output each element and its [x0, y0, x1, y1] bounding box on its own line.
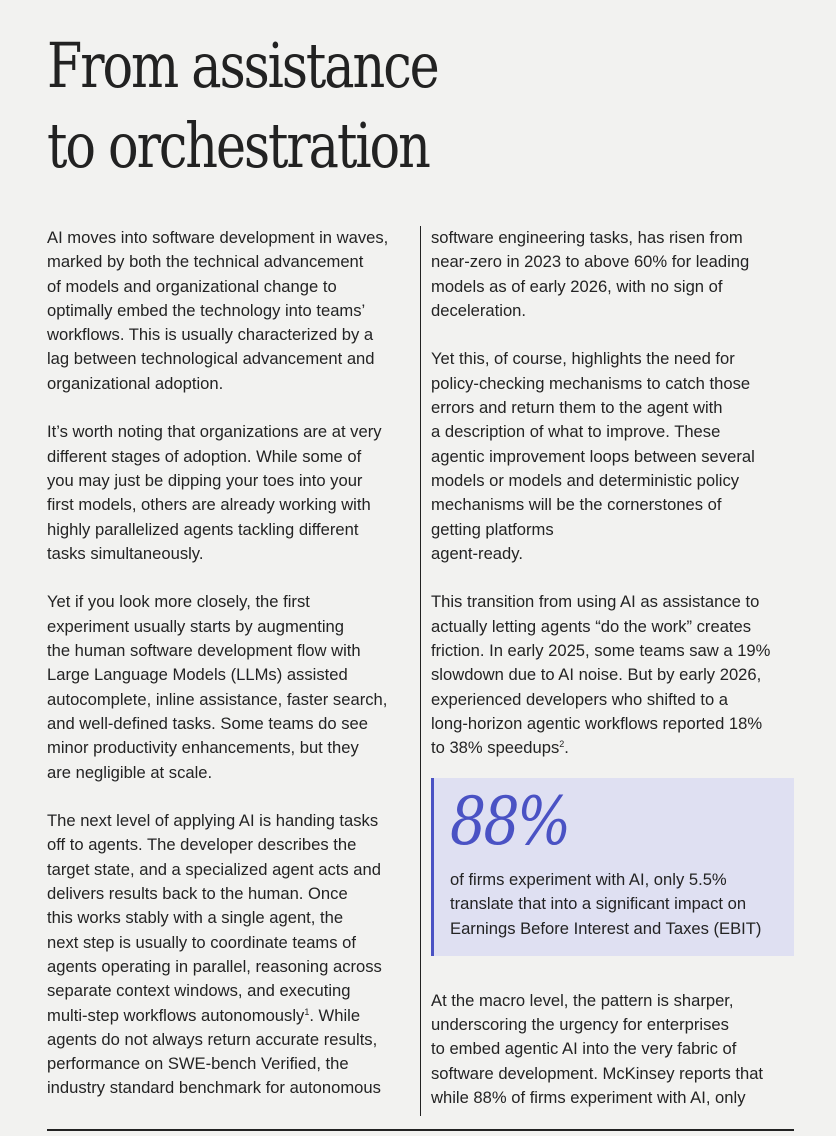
text-line: deceleration. [431, 300, 527, 320]
text-line: and well-defined tasks. Some teams do see [47, 713, 368, 733]
paragraph-policy-checking [431, 347, 797, 566]
text-line: you may just be dipping your toes into your [47, 470, 363, 490]
text-fragment: to 38% speedups [431, 738, 560, 758]
paragraph-swe-bench [431, 226, 797, 323]
text-line: next step is usually to coordinate teams of [47, 932, 356, 952]
text-fragment: multi-step workflows autonomously [47, 1005, 305, 1025]
column-divider [420, 226, 421, 1116]
text-line: models or models and deterministic policy [431, 470, 740, 490]
text-line: while 88% of firms experiment with AI, only [431, 1088, 746, 1108]
text-line: autocomplete, inline assistance, faster search, [47, 689, 388, 709]
text-line: long-horizon agentic workflows reported 18% [431, 713, 763, 733]
text-line: underscoring the urgency for enterprises [431, 1015, 729, 1035]
text-line: workflows. This is usually characterized by a [47, 325, 374, 345]
callout-description [450, 868, 795, 941]
text-line: Yet this, of course, highlights the need for [431, 349, 735, 369]
text-line: a description of what to improve. These [431, 422, 721, 442]
page-title [47, 26, 438, 186]
text-line: agentic improvement loops between several [431, 446, 755, 466]
left-column [47, 226, 413, 1125]
text-line: organizational adoption. [47, 373, 224, 393]
text-line: first models, others are already working with [47, 495, 371, 515]
bottom-rule [47, 1129, 794, 1131]
title-line-2: to orchestration [47, 109, 429, 182]
text-fragment: . While [309, 1005, 361, 1025]
paragraph-first-experiment [47, 590, 413, 784]
paragraph-intro [47, 226, 413, 396]
stat-callout [431, 778, 794, 956]
text-line-with-footnote [431, 736, 797, 760]
text-line: Earnings Before Interest and Taxes (EBIT) [450, 918, 762, 938]
text-line: of models and organizational change to [47, 276, 337, 296]
text-line: marked by both the technical advancement [47, 252, 364, 272]
text-line: mechanisms will be the cornerstones of [431, 495, 722, 515]
text-line: separate context windows, and executing [47, 981, 351, 1001]
text-line: software engineering tasks, has risen from [431, 228, 743, 247]
text-line-with-footnote [47, 1004, 413, 1028]
callout-stat-value: 88% [450, 783, 569, 860]
text-line: policy-checking mechanisms to catch those [431, 373, 751, 393]
text-line: near-zero in 2023 to above 60% for leading [431, 252, 750, 272]
text-line: tasks simultaneously. [47, 543, 204, 563]
title-line-1: From assistance [47, 29, 438, 102]
text-line: actually letting agents “do the work” creates [431, 616, 752, 636]
text-line: lag between technological advancement and [47, 349, 375, 369]
text-line: errors and return them to the agent with [431, 398, 723, 418]
text-line: target state, and a specialized agent acts and [47, 859, 381, 879]
text-line: AI moves into software development in waves, [47, 228, 389, 247]
text-line: slowdown due to AI noise. But by early 2026, [431, 665, 762, 685]
text-line: friction. In early 2025, some teams saw a 19% [431, 641, 771, 661]
text-line: models as of early 2026, with no sign of [431, 276, 723, 296]
text-line: highly parallelized agents tackling different [47, 519, 359, 539]
text-line: different stages of adoption. While some of [47, 446, 362, 466]
footnote-marker-1[interactable]: 1 [304, 1006, 310, 1017]
paragraph-macro-level [431, 989, 797, 1110]
text-fragment: . [564, 738, 569, 758]
text-line: Large Language Models (LLMs) assisted [47, 665, 348, 685]
paragraph-transition-friction [431, 590, 797, 760]
text-line: Yet if you look more closely, the first [47, 592, 310, 612]
text-line: translate that into a significant impact on [450, 894, 747, 914]
text-line: are negligible at scale. [47, 762, 213, 782]
text-line: software development. McKinsey reports that [431, 1063, 764, 1083]
text-line: agents operating in parallel, reasoning across [47, 956, 382, 976]
text-line: agents do not always return accurate results, [47, 1029, 378, 1049]
text-line: getting platforms [431, 519, 554, 539]
text-line: agent-ready. [431, 543, 523, 563]
text-line: At the macro level, the pattern is sharper, [431, 990, 734, 1010]
text-line: optimally embed the technology into teams’ [47, 300, 366, 320]
text-line: This transition from using AI as assistance to [431, 592, 760, 612]
text-line: to embed agentic AI into the very fabric of [431, 1039, 737, 1059]
text-line: the human software development flow with [47, 641, 361, 661]
paragraph-next-level [47, 809, 413, 1101]
text-line: The next level of applying AI is handing tasks [47, 811, 379, 831]
text-line: It’s worth noting that organizations are at very [47, 422, 382, 442]
text-line: delivers results back to the human. Once [47, 884, 348, 904]
text-line: this works stably with a single agent, the [47, 908, 344, 928]
footnote-marker-2[interactable]: 2 [559, 739, 565, 750]
text-line: of firms experiment with AI, only 5.5% [450, 870, 727, 889]
text-line: experienced developers who shifted to a [431, 689, 729, 709]
text-line: industry standard benchmark for autonomous [47, 1078, 381, 1098]
text-line: minor productivity enhancements, but they [47, 738, 359, 758]
right-column [431, 226, 797, 1135]
paragraph-adoption-stages [47, 420, 413, 566]
text-line: experiment usually starts by augmenting [47, 616, 344, 636]
text-line: performance on SWE-bench Verified, the [47, 1054, 349, 1074]
text-line: off to agents. The developer describes the [47, 835, 357, 855]
